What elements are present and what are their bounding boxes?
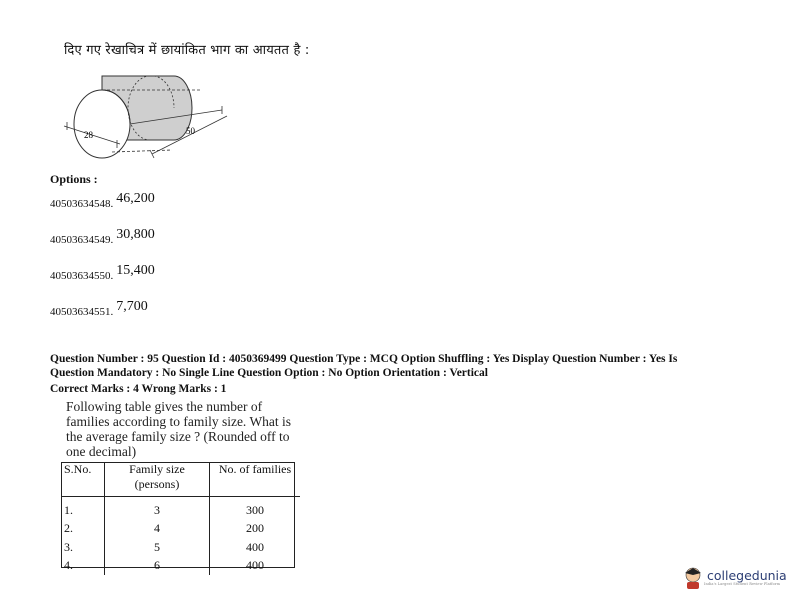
- table-row: [61, 538, 300, 557]
- option-value: 46,200: [116, 191, 155, 206]
- question-line: the average family size ? (Rounded off to: [66, 429, 290, 444]
- length-label: 50: [186, 126, 195, 136]
- question-line: one decimal): [66, 444, 137, 459]
- header-family-size-line1: Family size: [129, 462, 185, 476]
- question-marks: Correct Marks : 4 Wrong Marks : 1: [50, 383, 227, 395]
- cylinder-figure: [62, 66, 242, 170]
- half-cylinder-diagram: [62, 66, 242, 166]
- option-value: 30,800: [116, 227, 155, 242]
- header-families: No. of families: [210, 462, 301, 497]
- table-row: [61, 520, 300, 539]
- question-line: Following table gives the number of: [66, 399, 263, 414]
- collegedunia-logo[interactable]: [682, 566, 787, 590]
- option-1[interactable]: [50, 191, 155, 212]
- cell-families: 300: [246, 502, 264, 517]
- option-value: 7,700: [116, 299, 148, 314]
- option-id: 40503634550.: [50, 270, 114, 282]
- header-sno: S.No.: [61, 462, 105, 497]
- option-2[interactable]: [50, 227, 155, 248]
- question-meta-line1: Question Number : 95 Question Id : 4050369499 Question Type : MCQ Option Shuffling : Yes Display Question Number : Yes Is: [50, 353, 678, 365]
- mascot-icon: [682, 566, 704, 590]
- question-meta-line2: Question Mandatory : No Single Line Question Option : No Option Orientation : Vertical: [50, 367, 488, 379]
- question-text: [66, 399, 306, 459]
- question-hindi-text: दिए गए रेखाचित्र में छायांकित भाग का आयतत है :: [64, 43, 310, 58]
- cell-families: 200: [246, 521, 264, 536]
- logo-name: collegedunia: [707, 568, 787, 583]
- header-family-size: [105, 462, 210, 497]
- option-id: 40503634551.: [50, 306, 114, 318]
- cell-sno: 2.: [61, 520, 105, 539]
- cell-sno: 1.: [61, 497, 105, 520]
- option-4[interactable]: [50, 299, 148, 320]
- cell-size: 6: [105, 557, 210, 576]
- header-family-size-line2: (persons): [134, 477, 180, 491]
- cell-families: 400: [246, 558, 264, 573]
- cell-sno: 3.: [61, 538, 105, 557]
- option-id: 40503634548.: [50, 198, 114, 210]
- diameter-label: 28: [84, 130, 93, 140]
- cell-size: 5: [105, 538, 210, 557]
- family-size-table: [61, 462, 300, 575]
- option-id: 40503634549.: [50, 234, 114, 246]
- option-value: 15,400: [116, 263, 155, 278]
- question-line: families according to family size. What is: [66, 414, 292, 429]
- cell-size: 3: [105, 497, 210, 520]
- table-row: [61, 557, 300, 576]
- cell-size: 4: [105, 520, 210, 539]
- cell-families: 400: [246, 539, 264, 554]
- table-row: [61, 497, 300, 520]
- cell-sno: 4.: [61, 557, 105, 576]
- options-heading: Options :: [50, 172, 98, 186]
- logo-tagline: India's Largest Student Review Platform: [704, 582, 781, 586]
- option-3[interactable]: [50, 263, 155, 284]
